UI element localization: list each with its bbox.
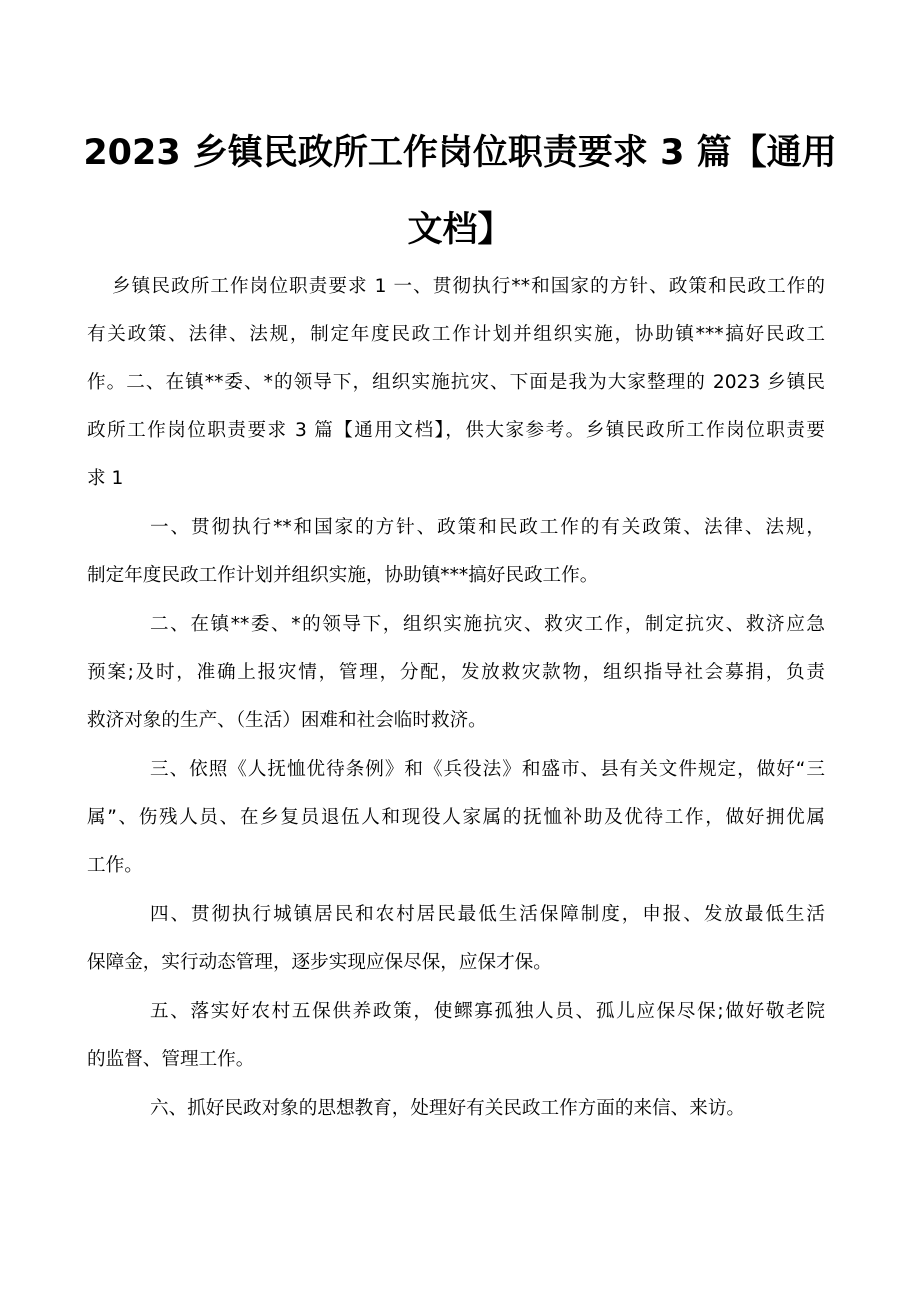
intro-line: 作。二、在镇**委、*的领导下，组织实施抗灾、下面是我为大家整理的 2023 乡镇民 [87,372,825,393]
paragraph-6-line: 六、抓好民政对象的思想教育，处理好有关民政工作方面的来信、来访。 [150,1098,746,1119]
intro-line: 乡镇民政所工作岗位职责要求 1 一、贯彻执行**和国家的方针、政策和民政工作的 [112,276,825,297]
paragraph-3-line: 属”、伤残人员、在乡复员退伍人和现役人家属的抚恤补助及优待工作，做好拥优属 [87,807,825,828]
paragraph-4-line: 保障金，实行动态管理，逐步实现应保尽保，应保才保。 [87,952,552,973]
paragraph-2-line: 二、在镇**委、*的领导下，组织实施抗灾、救灾工作，制定抗灾、救济应急 [150,614,825,635]
paragraph-5-line: 五、落实好农村五保供养政策，使鳏寡孤独人员、孤儿应保尽保;做好敬老院 [150,1001,825,1022]
paragraph-1-line: 一、贯彻执行**和国家的方针、政策和民政工作的有关政策、法律、法规， [150,517,825,538]
paragraph-2-line: 预案;及时，准确上报灾情，管理，分配，发放救灾款物，组织指导社会募捐，负责 [87,662,825,683]
intro-line: 有关政策、法律、法规，制定年度民政工作计划并组织实施，协助镇***搞好民政工 [87,324,825,345]
paragraph-5-line: 的监督、管理工作。 [87,1049,255,1070]
paragraph-4-line: 四、贯彻执行城镇居民和农村居民最低生活保障制度，申报、发放最低生活 [150,904,825,925]
document-title-line-2: 文档】 [407,210,513,250]
intro-line: 政所工作岗位职责要求 3 篇【通用文档】，供大家参考。乡镇民政所工作岗位职责要 [87,420,825,441]
document-title-line-1: 2023 乡镇民政所工作岗位职责要求 3 篇【通用 [83,133,837,173]
paragraph-3-line: 三、依照《人抚恤优待条例》和《兵役法》和盛市、县有关文件规定，做好“三 [150,759,825,780]
paragraph-2-line: 救济对象的生产、（生活）困难和社会临时救济。 [87,710,487,731]
intro-line: 求 1 [87,468,124,489]
paragraph-1-line: 制定年度民政工作计划并组织实施，协助镇***搞好民政工作。 [87,565,599,586]
paragraph-3-line: 工作。 [87,855,143,876]
